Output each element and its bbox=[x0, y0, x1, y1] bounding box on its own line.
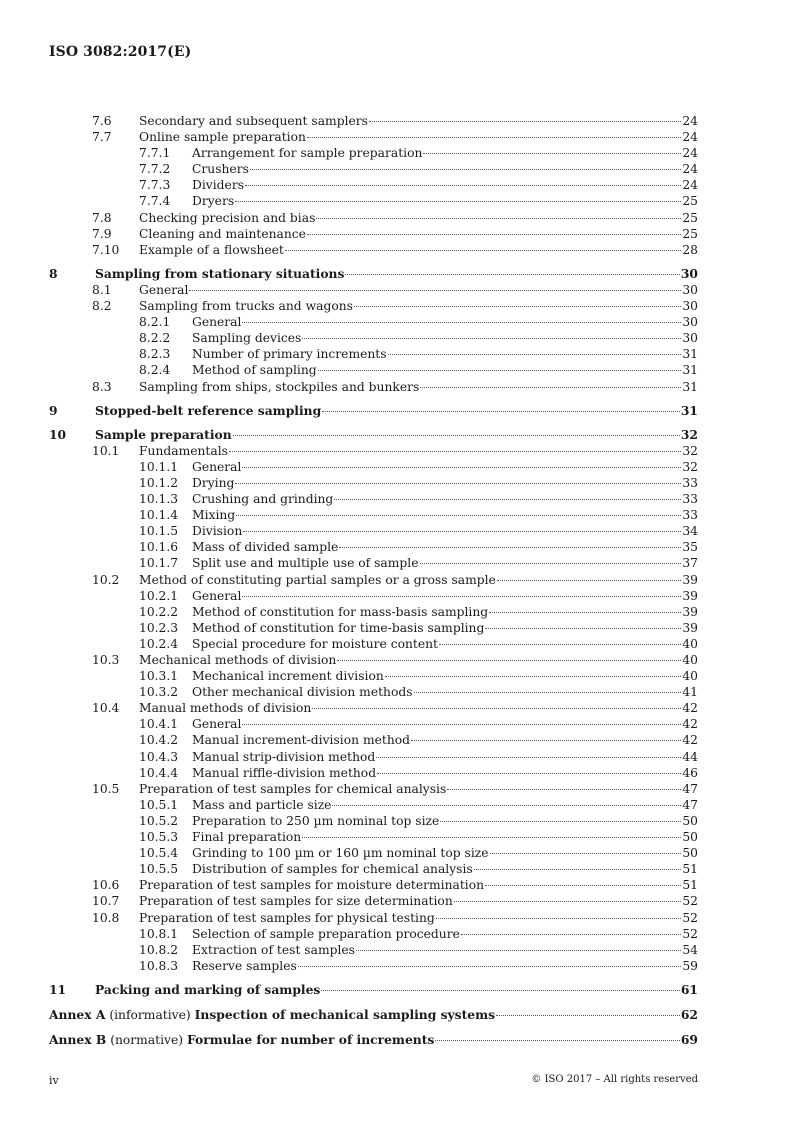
toc-entry-number: 10.1.5 bbox=[139, 524, 179, 539]
toc-entry-page: 32 bbox=[682, 459, 698, 474]
dot-leader bbox=[334, 499, 681, 500]
dot-leader bbox=[242, 596, 681, 597]
toc-entry-page: 24 bbox=[682, 146, 698, 161]
toc-entry[interactable] bbox=[49, 861, 698, 877]
toc-entry-number: 10.7 bbox=[92, 894, 120, 909]
toc-entry-number: 10.8.3 bbox=[139, 958, 179, 973]
toc-entry-page: 42 bbox=[682, 733, 698, 748]
toc-entry-title: Number of primary increments bbox=[192, 347, 387, 362]
toc-entry-page: 40 bbox=[682, 636, 698, 651]
dot-leader bbox=[242, 322, 681, 323]
toc-entry-page: 40 bbox=[682, 669, 698, 684]
dot-leader bbox=[354, 306, 681, 307]
toc-entry-number: 10.5.2 bbox=[139, 813, 179, 828]
toc-entry-title: Selection of sample preparation procedure bbox=[192, 926, 460, 941]
dot-leader bbox=[496, 1015, 680, 1016]
toc-entry-title: Mechanical increment division bbox=[192, 669, 384, 684]
toc-entry-title: Division bbox=[192, 524, 243, 539]
toc-entry-title: Sample preparation bbox=[95, 426, 232, 442]
toc-entry-title: General bbox=[192, 459, 242, 474]
toc-entry[interactable] bbox=[49, 226, 698, 242]
toc-entry-number: 10.4.4 bbox=[139, 765, 179, 780]
toc-entry-number: 11 bbox=[49, 981, 67, 997]
toc-entry-page: 50 bbox=[682, 830, 698, 845]
toc-entry-page: 42 bbox=[682, 717, 698, 732]
dot-leader bbox=[243, 531, 681, 532]
toc-entry[interactable] bbox=[49, 636, 698, 652]
toc-entry-page: 41 bbox=[682, 685, 698, 700]
dot-leader bbox=[235, 483, 681, 484]
annex-title: Formulae for number of increments bbox=[187, 1032, 435, 1048]
toc-entry-page: 33 bbox=[682, 508, 698, 523]
toc-entry[interactable] bbox=[49, 539, 698, 555]
toc-entry[interactable] bbox=[49, 346, 698, 362]
toc-entry-number: 7.7.3 bbox=[139, 178, 171, 193]
dot-leader bbox=[423, 153, 681, 154]
toc-entry[interactable] bbox=[49, 282, 698, 298]
toc-entry-number: 10.2.3 bbox=[139, 620, 179, 635]
toc-entry-number: 10.2 bbox=[92, 572, 120, 587]
dot-leader bbox=[376, 757, 681, 758]
toc-annex-entry[interactable] bbox=[49, 1032, 698, 1048]
toc-entry[interactable] bbox=[49, 507, 698, 523]
toc-entry-title: General bbox=[192, 717, 242, 732]
toc-entry[interactable] bbox=[49, 982, 698, 998]
toc-entry-title: Preparation of test samples for chemical analysis bbox=[139, 781, 447, 796]
toc-entry-number: 8.2.3 bbox=[139, 347, 171, 362]
toc-entry-title: Final preparation bbox=[192, 830, 302, 845]
toc-entry-title: Dryers bbox=[192, 194, 235, 209]
dot-leader bbox=[312, 708, 681, 709]
toc-entry[interactable] bbox=[49, 145, 698, 161]
toc-entry-page: 39 bbox=[682, 588, 698, 603]
toc-entry[interactable] bbox=[49, 893, 698, 909]
toc-entry-number: 7.7.4 bbox=[139, 194, 171, 209]
dot-leader bbox=[420, 387, 681, 388]
dot-leader bbox=[298, 966, 682, 967]
toc-entry-title: Sampling devices bbox=[192, 331, 302, 346]
toc-entry[interactable] bbox=[49, 813, 698, 829]
toc-entry-number: 10.5 bbox=[92, 781, 120, 796]
toc-entry-page: 24 bbox=[682, 130, 698, 145]
toc-entry-page: 30 bbox=[682, 282, 698, 297]
dot-leader bbox=[490, 853, 682, 854]
dot-leader bbox=[356, 950, 681, 951]
toc-entry-number: 10.4.2 bbox=[139, 733, 179, 748]
toc-entry[interactable] bbox=[49, 242, 698, 258]
toc-entry-number: 10.5.1 bbox=[139, 797, 179, 812]
toc-entry-page: 25 bbox=[682, 194, 698, 209]
toc-entry-number: 10.8 bbox=[92, 910, 120, 925]
dot-leader bbox=[377, 773, 681, 774]
toc-entry-page: 61 bbox=[680, 981, 698, 997]
toc-entry[interactable] bbox=[49, 555, 698, 571]
toc-entry[interactable] bbox=[49, 700, 698, 716]
toc-entry-number: 7.6 bbox=[92, 114, 112, 128]
toc-entry[interactable] bbox=[49, 523, 698, 539]
toc-entry[interactable] bbox=[49, 749, 698, 765]
dot-leader bbox=[447, 789, 681, 790]
toc-entry-page: 50 bbox=[682, 813, 698, 828]
toc-entry[interactable] bbox=[49, 379, 698, 395]
toc-entry-page: 31 bbox=[682, 347, 698, 362]
toc-entry-page: 52 bbox=[682, 894, 698, 909]
annex-label: Annex A bbox=[49, 1006, 106, 1022]
toc-entry-number: 7.9 bbox=[92, 226, 112, 241]
dot-leader bbox=[474, 869, 682, 870]
dot-leader bbox=[322, 411, 680, 412]
toc-entry-title: Mass of divided sample bbox=[192, 540, 339, 555]
dot-leader bbox=[388, 354, 682, 355]
footer-page-number: iv bbox=[49, 1074, 59, 1087]
toc-entry-title: Mass and particle size bbox=[192, 797, 332, 812]
dot-leader bbox=[245, 185, 681, 186]
toc-entry[interactable] bbox=[49, 298, 698, 314]
toc-entry-number: 8.2.1 bbox=[139, 315, 171, 330]
toc-entry-title: Manual increment-division method bbox=[192, 733, 411, 748]
toc-entry[interactable] bbox=[49, 443, 698, 459]
annex-kind: (informative) bbox=[109, 1007, 191, 1022]
toc-entry[interactable] bbox=[49, 620, 698, 636]
toc-entry-page: 33 bbox=[682, 475, 698, 490]
toc-entry-title: Reserve samples bbox=[192, 958, 297, 973]
toc-entry-page: 37 bbox=[682, 556, 698, 571]
dot-leader bbox=[242, 467, 681, 468]
toc-entry-number: 10.2.4 bbox=[139, 636, 179, 651]
toc-entry-page: 24 bbox=[682, 114, 698, 128]
toc-entry-page: 32 bbox=[682, 443, 698, 458]
toc-entry[interactable] bbox=[49, 459, 698, 475]
toc-entry[interactable] bbox=[49, 491, 698, 507]
toc-entry[interactable] bbox=[49, 403, 698, 419]
document-header: ISO 3082:2017(E) bbox=[49, 44, 192, 60]
annex-title: Inspection of mechanical sampling systems bbox=[194, 1006, 496, 1022]
annex-label: Annex B bbox=[49, 1032, 107, 1048]
toc-entry-page: 30 bbox=[682, 331, 698, 346]
dot-leader bbox=[337, 660, 681, 661]
dot-leader bbox=[339, 547, 681, 548]
toc-entry-page: 39 bbox=[682, 572, 698, 587]
toc-entry-title: Grinding to 100 µm or 160 µm nominal top size bbox=[192, 846, 489, 861]
toc-entry-number: 7.8 bbox=[92, 210, 112, 225]
toc-entry[interactable] bbox=[49, 877, 698, 893]
toc-entry-page: 25 bbox=[682, 210, 698, 225]
toc-entry-title: Method of constitution for time-basis sampling bbox=[192, 620, 485, 635]
toc-entry-number: 10.1.4 bbox=[139, 508, 179, 523]
toc-entry-page: 30 bbox=[680, 265, 698, 281]
toc-entry-page: 28 bbox=[682, 242, 698, 257]
dot-leader bbox=[369, 121, 681, 122]
toc-entry[interactable] bbox=[49, 129, 698, 145]
toc-entry-number: 10.5.3 bbox=[139, 830, 179, 845]
dot-leader bbox=[307, 234, 681, 235]
dot-leader bbox=[302, 837, 681, 838]
toc-entry-title: Dividers bbox=[192, 178, 245, 193]
dot-leader bbox=[436, 918, 682, 919]
toc-entry[interactable] bbox=[49, 177, 698, 193]
toc-entry-title: Extraction of test samples bbox=[192, 942, 355, 957]
toc-entry[interactable] bbox=[49, 652, 698, 668]
toc-entry-number: 10.1.1 bbox=[139, 459, 179, 474]
dot-leader bbox=[318, 370, 682, 371]
toc-entry-page: 40 bbox=[682, 653, 698, 667]
toc-entry-number: 10.2.2 bbox=[139, 604, 179, 619]
toc-entry[interactable] bbox=[49, 942, 698, 958]
toc-entry-page: 50 bbox=[682, 846, 698, 861]
toc-entry-title: Sampling from ships, stockpiles and bunkers bbox=[139, 379, 420, 394]
toc-entry[interactable] bbox=[49, 266, 698, 282]
toc-entry-title: Fundamentals bbox=[139, 443, 228, 458]
toc-entry-title: Secondary and subsequent samplers bbox=[139, 114, 368, 128]
dot-leader bbox=[285, 250, 681, 251]
toc-entry-page: 30 bbox=[682, 299, 698, 314]
toc-entry-title: Packing and marking of samples bbox=[95, 981, 321, 997]
dot-leader bbox=[229, 451, 681, 452]
toc-entry[interactable] bbox=[49, 910, 698, 926]
toc-entry-page: 34 bbox=[682, 524, 698, 539]
annex-page: 69 bbox=[680, 1032, 698, 1048]
toc-entry-title: General bbox=[192, 315, 242, 330]
toc-entry-number: 7.7 bbox=[92, 130, 112, 145]
dot-leader bbox=[485, 628, 681, 629]
toc-entry[interactable] bbox=[49, 926, 698, 942]
toc-entry-number: 10.4 bbox=[92, 701, 120, 716]
toc-entry[interactable] bbox=[49, 668, 698, 684]
toc-entry[interactable] bbox=[49, 958, 698, 974]
toc-entry-number: 10.8.1 bbox=[139, 926, 179, 941]
toc-entry[interactable] bbox=[49, 781, 698, 797]
dot-leader bbox=[440, 821, 681, 822]
toc-entry[interactable] bbox=[49, 684, 698, 700]
toc-entry-title: Crushers bbox=[192, 162, 249, 177]
annex-kind: (normative) bbox=[110, 1033, 184, 1048]
toc-entry-title: Method of constituting partial samples or a gross sample bbox=[139, 572, 496, 587]
dot-leader bbox=[385, 676, 682, 677]
toc-entry-page: 47 bbox=[682, 797, 698, 812]
toc-entry-number: 7.10 bbox=[92, 242, 120, 257]
toc-entry[interactable] bbox=[49, 604, 698, 620]
toc-entry-number: 8.2 bbox=[92, 299, 112, 314]
toc-entry-number: 10.1.7 bbox=[139, 556, 179, 571]
toc-entry[interactable] bbox=[49, 572, 698, 588]
toc-entry[interactable] bbox=[49, 765, 698, 781]
toc-entry-title: General bbox=[192, 588, 242, 603]
toc-entry-title: Sampling from stationary situations bbox=[95, 265, 345, 281]
dot-leader bbox=[345, 274, 679, 275]
toc-entry-title: Other mechanical division methods bbox=[192, 685, 413, 700]
toc-entry-number: 10.3 bbox=[92, 653, 120, 667]
toc-entry-title: Crushing and grinding bbox=[192, 492, 334, 507]
toc-entry-page: 42 bbox=[682, 701, 698, 716]
toc-entry-title: Arrangement for sample preparation bbox=[192, 146, 423, 161]
toc-entry-page: 47 bbox=[682, 781, 698, 796]
toc-entry[interactable] bbox=[49, 797, 698, 813]
table-of-contents bbox=[49, 113, 698, 1048]
toc-entry-number: 10.1.3 bbox=[139, 492, 179, 507]
toc-entry-number: 7.7.1 bbox=[139, 146, 171, 161]
dot-leader bbox=[235, 201, 681, 202]
toc-entry-number: 10.1 bbox=[92, 443, 120, 458]
toc-entry-page: 35 bbox=[682, 540, 698, 555]
toc-entry-number: 10.1.2 bbox=[139, 475, 179, 490]
toc-entry-title: Mechanical methods of division bbox=[139, 653, 337, 667]
toc-entry[interactable] bbox=[49, 193, 698, 209]
dot-leader bbox=[332, 805, 681, 806]
dot-leader bbox=[435, 1040, 680, 1041]
toc-entry-page: 51 bbox=[682, 878, 698, 893]
toc-entry[interactable] bbox=[49, 716, 698, 732]
toc-entry-number: 7.7.2 bbox=[139, 162, 171, 177]
dot-leader bbox=[189, 290, 681, 291]
toc-entry-page: 51 bbox=[682, 862, 698, 877]
toc-entry-number: 10.3.1 bbox=[139, 669, 179, 684]
toc-entry-title: Drying bbox=[192, 475, 235, 490]
toc-entry-title: Manual riffle-division method bbox=[192, 765, 377, 780]
toc-entry-title: Method of constitution for mass-basis sampling bbox=[192, 604, 489, 619]
dot-leader bbox=[414, 692, 682, 693]
toc-entry-title: Cleaning and maintenance bbox=[139, 226, 306, 241]
toc-entry-page: 24 bbox=[682, 162, 698, 177]
toc-entry-page: 30 bbox=[682, 315, 698, 330]
toc-entry-page: 33 bbox=[682, 492, 698, 507]
dot-leader bbox=[236, 515, 681, 516]
dot-leader bbox=[302, 338, 681, 339]
toc-entry-number: 10.8.2 bbox=[139, 942, 179, 957]
toc-entry-title: Preparation of test samples for moisture determination bbox=[139, 878, 485, 893]
dot-leader bbox=[439, 644, 681, 645]
toc-entry-title: Example of a flowsheet bbox=[139, 242, 284, 257]
toc-entry-title: Manual strip-division method bbox=[192, 749, 376, 764]
toc-entry[interactable] bbox=[49, 845, 698, 861]
toc-entry-page: 46 bbox=[682, 765, 698, 780]
toc-entry-page: 54 bbox=[682, 942, 698, 957]
toc-entry-title: Mixing bbox=[192, 508, 236, 523]
toc-entry-title: Preparation of test samples for physical testing bbox=[139, 910, 435, 925]
toc-entry-title: Method of sampling bbox=[192, 363, 317, 378]
toc-entry-number: 10.4.3 bbox=[139, 749, 179, 764]
toc-entry[interactable] bbox=[49, 314, 698, 330]
toc-entry-title: Manual methods of division bbox=[139, 701, 312, 716]
toc-entry-number: 10.5.4 bbox=[139, 846, 179, 861]
toc-entry-page: 31 bbox=[680, 402, 698, 418]
dot-leader bbox=[497, 580, 682, 581]
toc-entry-number: 10.3.2 bbox=[139, 685, 179, 700]
dot-leader bbox=[316, 218, 681, 219]
toc-entry-page: 24 bbox=[682, 178, 698, 193]
toc-entry-page: 39 bbox=[682, 604, 698, 619]
toc-entry-number: 10.2.1 bbox=[139, 588, 179, 603]
toc-entry[interactable] bbox=[49, 113, 698, 129]
toc-entry-number: 9 bbox=[49, 402, 58, 418]
toc-entry-page: 59 bbox=[682, 958, 698, 973]
dot-leader bbox=[307, 137, 681, 138]
dot-leader bbox=[461, 934, 681, 935]
toc-entry-page: 31 bbox=[682, 363, 698, 378]
footer-copyright: © ISO 2017 – All rights reserved bbox=[531, 1074, 698, 1085]
toc-entry[interactable] bbox=[49, 330, 698, 346]
toc-entry-page: 32 bbox=[680, 426, 698, 442]
toc-entry-title: Stopped-belt reference sampling bbox=[95, 402, 322, 418]
dot-leader bbox=[420, 563, 682, 564]
dot-leader bbox=[250, 169, 681, 170]
toc-entry[interactable] bbox=[49, 362, 698, 378]
toc-entry-number: 10.4.1 bbox=[139, 717, 179, 732]
toc-entry-title: Preparation of test samples for size determination bbox=[139, 894, 453, 909]
dot-leader bbox=[454, 901, 682, 902]
toc-entry-title: Split use and multiple use of sample bbox=[192, 556, 419, 571]
toc-entry[interactable] bbox=[49, 475, 698, 491]
dot-leader bbox=[242, 724, 681, 725]
toc-entry-title: General bbox=[139, 282, 189, 297]
toc-entry-number: 8.2.2 bbox=[139, 331, 171, 346]
toc-entry-title: Preparation to 250 µm nominal top size bbox=[192, 813, 440, 828]
toc-annex-entry[interactable] bbox=[49, 1007, 698, 1023]
dot-leader bbox=[489, 612, 681, 613]
toc-entry[interactable] bbox=[49, 829, 698, 845]
toc-entry[interactable] bbox=[49, 588, 698, 604]
toc-entry-page: 52 bbox=[682, 926, 698, 941]
toc-entry-page: 31 bbox=[682, 379, 698, 394]
toc-entry-page: 52 bbox=[682, 910, 698, 925]
dot-leader bbox=[321, 990, 680, 991]
toc-entry-number: 8.2.4 bbox=[139, 363, 171, 378]
toc-entry[interactable] bbox=[49, 161, 698, 177]
toc-entry-title: Sampling from trucks and wagons bbox=[139, 299, 353, 314]
toc-entry[interactable] bbox=[49, 427, 698, 443]
toc-entry-number: 8.1 bbox=[92, 282, 112, 297]
toc-entry[interactable] bbox=[49, 732, 698, 748]
toc-entry-title: Distribution of samples for chemical analysis bbox=[192, 862, 473, 877]
toc-entry-page: 25 bbox=[682, 226, 698, 241]
toc-entry-number: 10.5.5 bbox=[139, 862, 179, 877]
toc-entry-title: Checking precision and bias bbox=[139, 210, 316, 225]
toc-entry-page: 44 bbox=[682, 749, 698, 764]
toc-entry-number: 10.1.6 bbox=[139, 540, 179, 555]
toc-entry-title: Online sample preparation bbox=[139, 130, 306, 145]
annex-page: 62 bbox=[680, 1006, 698, 1022]
toc-entry-number: 8.3 bbox=[92, 379, 112, 394]
toc-entry-page: 39 bbox=[682, 620, 698, 635]
toc-entry-number: 10 bbox=[49, 426, 67, 442]
toc-entry-number: 10.6 bbox=[92, 878, 120, 893]
dot-leader bbox=[233, 435, 680, 436]
toc-entry-title: Special procedure for moisture content bbox=[192, 636, 439, 651]
dot-leader bbox=[485, 885, 681, 886]
toc-entry-number: 8 bbox=[49, 265, 58, 281]
toc-entry[interactable] bbox=[49, 210, 698, 226]
dot-leader bbox=[411, 740, 681, 741]
